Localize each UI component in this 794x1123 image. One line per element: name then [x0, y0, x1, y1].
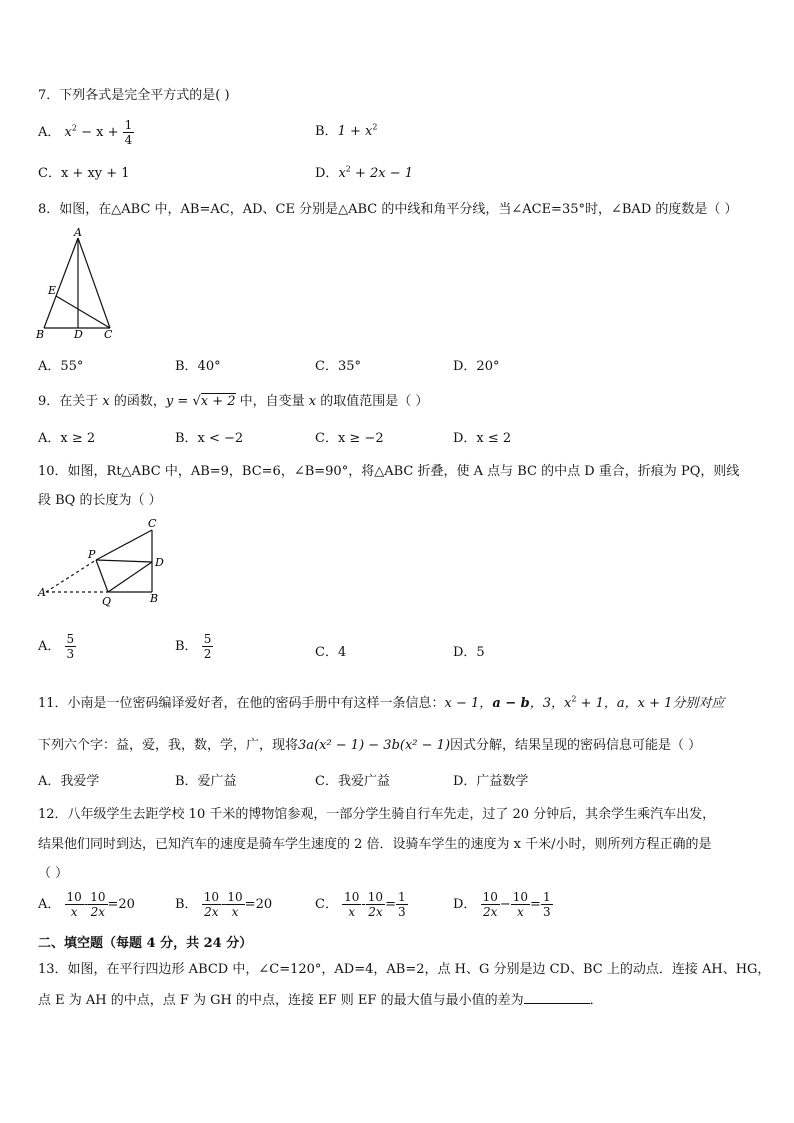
q12-line1: 12．八年级学生去距学校 10 千米的博物馆参观，一部分学生骑自行车先走，过了 20 分钟后，其余学生乘汽车出发，	[38, 807, 716, 822]
q8-option-a[interactable]: A．55°	[38, 359, 84, 374]
fraction: $\frac{10}{2x}$	[482, 890, 498, 919]
q8-option-c[interactable]: C．35°	[315, 359, 361, 374]
fraction: $\frac{10}{x}$	[512, 890, 529, 919]
q11-option-d[interactable]: D．广益数学	[453, 774, 529, 789]
fraction: $\frac{10}{2x}$	[203, 890, 219, 919]
q10-label-a: A	[38, 586, 46, 599]
q10-dashed-ap	[46, 560, 96, 592]
q7-option-c[interactable]: C．x + xy + 1	[38, 166, 130, 181]
fraction: $\frac{5}{2}$	[203, 632, 212, 661]
q10-segment-qd	[108, 562, 152, 592]
q10-stem-line1: 10．如图，Rt△ABC 中，AB=9，BC=6，∠B=90°，将△ABC 折叠，使 A 点与 BC 的中点 D 重合，折痕为 PQ，则线	[38, 464, 740, 479]
fraction: $\frac{10}{2x}$	[90, 890, 106, 919]
q10-label-d: D	[155, 556, 164, 569]
section-title: 二、填空题（每题 4 分，共 24 分）	[38, 936, 253, 951]
q11-line1: 11．小南是一位密码编译爱好者，在他的密码手册中有这样一条信息：x − 1，a − b，3，$x^2 + 1$，a，x + 1分别对应	[38, 694, 725, 711]
q10-segment-pd	[96, 560, 152, 562]
q10-segment-pc	[96, 530, 152, 560]
q7-option-b[interactable]: B．$1 + x^2$	[315, 122, 378, 139]
q11-option-b[interactable]: B．爱广益	[175, 774, 237, 789]
q10-label-q: Q	[102, 595, 112, 608]
q7-stem: 7．下列各式是完全平方式的是( )	[38, 88, 230, 103]
q11-line2: 下列六个字：益，爱，我，数，学，广，现将3a(x² − 1) − 3b(x² − 1)因式分解，结果呈现的密码信息可能是（ ）	[38, 738, 702, 753]
q12-option-a[interactable]: A． $\frac{10}{x}$ - $\frac{10}{2x}$ =20	[38, 890, 135, 919]
q8-label-c: C	[104, 328, 113, 341]
q8-side-ab	[44, 238, 78, 328]
q13-line1: 13．如图，在平行四边形 ABCD 中，∠C=120°，AD=4，AB=2，点 H、G 分别是边 CD、BC 上的动点．连接 AH、HG，	[38, 962, 771, 977]
q9-option-a[interactable]: A．x ≥ 2	[38, 431, 96, 446]
fraction: $\frac{10}{x}$	[344, 890, 360, 919]
q7-option-d[interactable]: D．$x^2 + 2x - 1$	[315, 164, 414, 181]
q10-option-c[interactable]: C．4	[315, 645, 347, 660]
q8-option-d[interactable]: D．20°	[453, 359, 500, 374]
q10-label-p: P	[88, 548, 96, 561]
fraction: $\frac{1}{3}$	[397, 890, 406, 919]
q10-fold-figure	[36, 516, 176, 608]
q11-option-a[interactable]: A．我爱学	[38, 774, 100, 789]
q10-label-b: B	[150, 592, 159, 605]
fraction: $\frac{1}{4}$	[124, 118, 133, 147]
q10-segment-pq	[96, 560, 108, 592]
q10-stem-line2: 段 BQ 的长度为（ ）	[38, 493, 162, 508]
q10-label-c: C	[148, 517, 157, 530]
q8-label-a: A	[74, 226, 82, 239]
fraction: $\frac{5}{3}$	[66, 632, 75, 661]
q8-triangle-figure	[36, 226, 118, 342]
q12-line2: 结果他们同时到达，已知汽车的速度是骑车学生速度的 2 倍．设骑车学生的速度为 x 千米/小时，则所列方程正确的是	[38, 837, 712, 852]
q8-label-b: B	[36, 328, 45, 341]
q7-option-a[interactable]: A． $x^2 - x$ + $\frac{1}{4}$	[38, 118, 133, 147]
fraction: $\frac{10}{x}$	[227, 890, 243, 919]
q9-option-c[interactable]: C．x ≥ −2	[315, 431, 384, 446]
q8-option-b[interactable]: B．40°	[175, 359, 221, 374]
q13-line2: 点 E 为 AH 的中点，点 F 为 GH 的中点，连接 EF 则 EF 的最大值与最小值的差为 ．	[38, 993, 603, 1008]
answer-blank[interactable]	[524, 991, 590, 1004]
fraction: $\frac{10}{2x}$	[367, 890, 384, 919]
q9-stem: 9．在关于 x 的函数，y = √x + 2 中，自变量 x 的取值范围是（ ）	[38, 394, 429, 409]
q9-option-b[interactable]: B．x < −2	[175, 431, 244, 446]
q11-option-c[interactable]: C．我爱广益	[315, 774, 390, 789]
fraction: $\frac{1}{3}$	[542, 890, 551, 919]
q12-line3: （ ）	[38, 866, 69, 881]
sqrt-sign: √	[192, 394, 201, 409]
q10-option-b[interactable]: B． $\frac{5}{2}$	[175, 632, 212, 661]
q10-option-d[interactable]: D．5	[453, 645, 485, 660]
q8-stem: 8．如图，在△ABC 中，AB=AC，AD、CE 分别是△ABC 的中线和角平分线，当∠ACE=35°时，∠BAD 的度数是（ ）	[38, 202, 738, 217]
q12-option-b[interactable]: B． $\frac{10}{2x}$ - $\frac{10}{x}$ =20	[175, 890, 273, 919]
fraction: $\frac{10}{x}$	[66, 890, 82, 919]
q9-option-d[interactable]: D．x ≤ 2	[453, 431, 512, 446]
q8-label-d: D	[74, 328, 83, 341]
q12-option-c[interactable]: C． $\frac{10}{x}$ - $\frac{10}{2x}$ = $\frac{1}{3}$	[315, 890, 406, 919]
q10-option-a[interactable]: A． $\frac{5}{3}$	[38, 632, 75, 661]
q8-label-e: E	[48, 284, 57, 297]
q12-option-d[interactable]: D． $\frac{10}{2x}$ − $\frac{10}{x}$ = $\frac{1}{3}$	[453, 890, 551, 919]
q8-side-ac	[78, 238, 110, 328]
q8-bisector-ce	[56, 296, 110, 328]
